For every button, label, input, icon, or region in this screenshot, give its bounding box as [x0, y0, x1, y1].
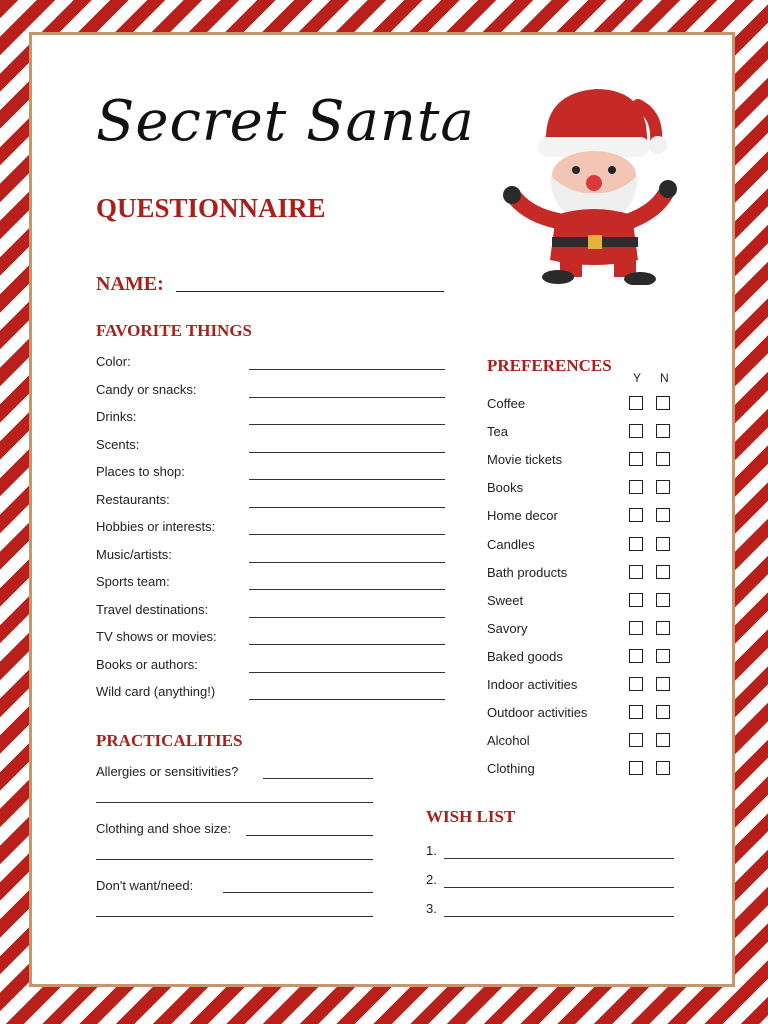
santa-illustration: [498, 75, 678, 285]
favorite-field-label: Sports team:: [96, 574, 170, 589]
practicality-field-label: Allergies or sensitivities?: [96, 764, 239, 779]
wish-list-line[interactable]: [444, 916, 674, 917]
favorite-field-line[interactable]: [249, 617, 445, 618]
preference-no-checkbox[interactable]: [656, 621, 670, 635]
yes-column-label: Y: [633, 371, 642, 385]
favorite-field-label: Drinks:: [96, 409, 137, 424]
preference-label: Outdoor activities: [487, 705, 588, 721]
preference-no-checkbox[interactable]: [656, 677, 670, 691]
favorite-field-line[interactable]: [249, 644, 445, 645]
favorite-field-label: Scents:: [96, 436, 140, 452]
practicality-inline-line[interactable]: [223, 892, 373, 893]
favorite-field-label: Wild card (anything!): [96, 684, 216, 699]
preference-yes-checkbox[interactable]: [629, 677, 643, 691]
favorite-field-line[interactable]: [249, 534, 445, 535]
preference-yes-checkbox[interactable]: [629, 621, 643, 635]
favorite-field-label: Places to shop:: [96, 464, 185, 479]
wish-list-line[interactable]: [444, 858, 674, 859]
preference-label: Sweet: [487, 592, 524, 608]
preference-label: Clothing: [487, 761, 535, 777]
practicality-extra-line[interactable]: [96, 802, 373, 803]
wish-list-heading: WISH LIST: [426, 807, 516, 826]
favorite-field-label: Hobbies or interests:: [96, 519, 216, 534]
preference-label: Books: [487, 480, 524, 496]
favorite-field-line[interactable]: [249, 507, 445, 508]
preferences-heading: PREFERENCES: [487, 356, 612, 375]
page-subtitle: QUESTIONNAIRE: [96, 193, 326, 223]
favorite-field-line[interactable]: [249, 479, 445, 480]
preference-label: Indoor activities: [487, 677, 578, 692]
name-input-line[interactable]: [176, 291, 444, 292]
preference-no-checkbox[interactable]: [656, 452, 670, 466]
practicality-extra-line[interactable]: [96, 916, 373, 917]
favorite-field-label: Music/artists:: [96, 546, 172, 562]
no-column-label: N: [660, 371, 669, 385]
preference-yes-checkbox[interactable]: [629, 480, 643, 494]
favorite-field-line[interactable]: [249, 452, 445, 453]
preference-yes-checkbox[interactable]: [629, 508, 643, 522]
favorite-field-label: TV shows or movies:: [96, 629, 217, 644]
preference-no-checkbox[interactable]: [656, 480, 670, 494]
preference-yes-checkbox[interactable]: [629, 761, 643, 775]
preference-label: Alcohol: [487, 733, 530, 749]
preference-no-checkbox[interactable]: [656, 537, 670, 551]
preference-yes-checkbox[interactable]: [629, 537, 643, 551]
practicality-field-label: Don't want/need:: [96, 878, 194, 893]
favorite-field-line[interactable]: [249, 424, 445, 425]
name-label: NAME:: [96, 273, 164, 295]
favorite-things-heading: FAVORITE THINGS: [96, 321, 253, 340]
favorite-field-line[interactable]: [249, 589, 445, 590]
questionnaire-sheet: [29, 32, 735, 987]
preference-no-checkbox[interactable]: [656, 705, 670, 719]
practicality-extra-line[interactable]: [96, 859, 373, 860]
favorite-field-line[interactable]: [249, 397, 445, 398]
practicality-field-label: Clothing and shoe size:: [96, 821, 232, 836]
favorite-field-line[interactable]: [249, 672, 445, 673]
preference-yes-checkbox[interactable]: [629, 452, 643, 466]
preference-no-checkbox[interactable]: [656, 565, 670, 579]
preference-label: Home decor: [487, 508, 558, 524]
favorite-field-label: Color:: [96, 354, 131, 369]
preference-yes-checkbox[interactable]: [629, 396, 643, 410]
wish-list-number: 1.: [426, 843, 437, 858]
preference-no-checkbox[interactable]: [656, 424, 670, 438]
favorite-field-label: Travel destinations:: [96, 601, 209, 617]
favorite-field-label: Books or authors:: [96, 656, 198, 672]
preference-label: Coffee: [487, 396, 526, 411]
preference-no-checkbox[interactable]: [656, 508, 670, 522]
preference-no-checkbox[interactable]: [656, 593, 670, 607]
favorite-field-line[interactable]: [249, 369, 445, 370]
preference-label: Bath products: [487, 564, 568, 580]
wish-list-number: 3.: [426, 901, 437, 916]
page-title: Secret Santa: [96, 89, 475, 154]
preference-yes-checkbox[interactable]: [629, 705, 643, 719]
favorite-field-label: Candy or snacks:: [96, 381, 197, 397]
preference-label: Movie tickets: [487, 452, 563, 468]
preference-yes-checkbox[interactable]: [629, 733, 643, 747]
preference-no-checkbox[interactable]: [656, 733, 670, 747]
wish-list-line[interactable]: [444, 887, 674, 888]
preference-no-checkbox[interactable]: [656, 649, 670, 663]
preference-yes-checkbox[interactable]: [629, 649, 643, 663]
favorite-field-label: Restaurants:: [96, 491, 170, 507]
preference-label: Baked goods: [487, 648, 563, 664]
practicalities-heading: PRACTICALITIES: [96, 731, 243, 750]
preference-label: Savory: [487, 620, 528, 636]
practicality-inline-line[interactable]: [246, 835, 373, 836]
preference-no-checkbox[interactable]: [656, 396, 670, 410]
preference-yes-checkbox[interactable]: [629, 593, 643, 607]
preference-no-checkbox[interactable]: [656, 761, 670, 775]
preference-label: Candles: [487, 536, 535, 552]
wish-list-number: 2.: [426, 872, 437, 887]
practicality-inline-line[interactable]: [263, 778, 373, 779]
favorite-field-line[interactable]: [249, 562, 445, 563]
favorite-field-line[interactable]: [249, 699, 445, 700]
preference-label: Tea: [487, 424, 508, 440]
preference-yes-checkbox[interactable]: [629, 424, 643, 438]
preference-yes-checkbox[interactable]: [629, 565, 643, 579]
